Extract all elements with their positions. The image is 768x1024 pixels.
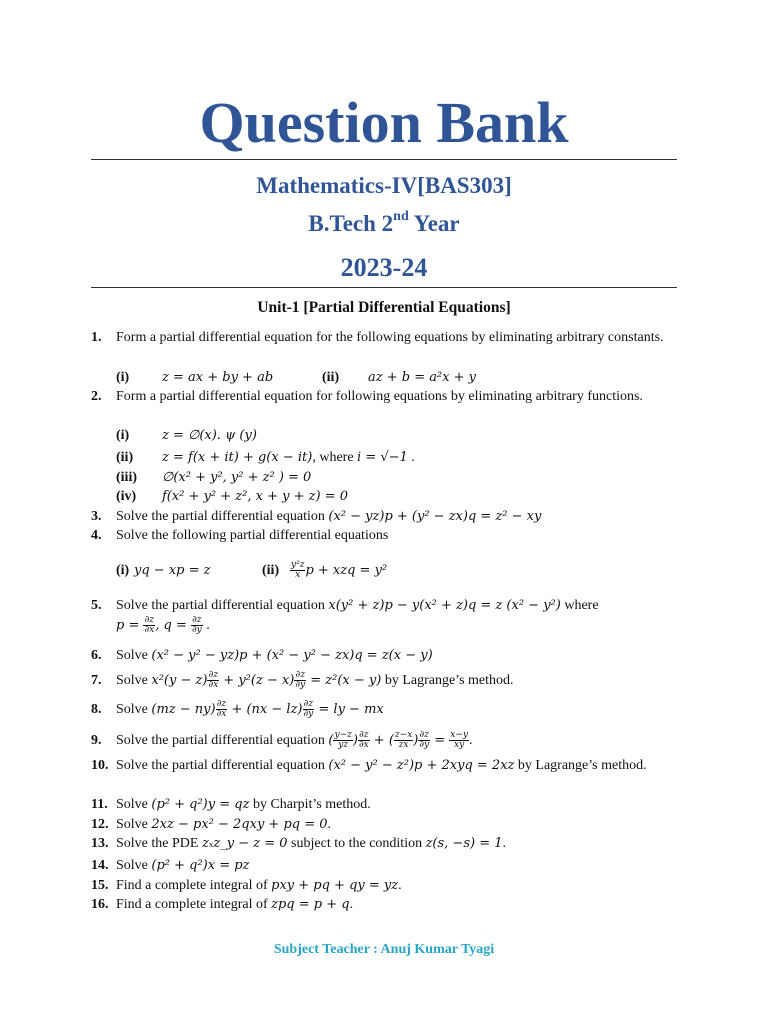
question-text — [116, 646, 677, 666]
question-text-lead: Solve — [116, 858, 152, 873]
question-number: 4. — [91, 528, 102, 543]
question-text-tail: by Lagrange’s method. — [514, 758, 647, 773]
fraction-denominator: ∂y — [303, 709, 314, 720]
fraction-numerator: z−x — [394, 730, 413, 741]
question-math: = ly − mx — [314, 702, 384, 717]
question-number: 5. — [91, 598, 102, 613]
part-label: (ii) — [262, 563, 280, 578]
question-number: 13. — [91, 836, 109, 851]
header-divider — [91, 287, 677, 288]
question-text-lead: Solve the partial differential equation — [116, 733, 329, 748]
question-9 — [91, 731, 677, 751]
question-math: 2xz − px² − 2qxy + pq = 0 — [151, 817, 328, 832]
question-math: (x² − y² − z²)p + 2xyq = 2xz — [328, 758, 515, 773]
question-math: (x² − yz)p + (y² − zx)q = z² − xy — [328, 509, 542, 524]
fraction — [358, 731, 370, 750]
fraction-numerator: ∂z — [144, 614, 155, 625]
subject-teacher: Subject Teacher : Anuj Kumar Tyagi — [273, 942, 495, 957]
question-text-lead: Solve the PDE — [116, 836, 202, 851]
question-math: x(y² + z)p − y(x² + z)q = z (x² − y²) — [328, 598, 561, 613]
question-number: 8. — [91, 702, 102, 717]
fraction — [294, 671, 306, 690]
question-text — [116, 507, 677, 527]
question-2-part-i — [116, 426, 257, 446]
question-math: (p² + q²)x = pz — [151, 858, 250, 873]
question-4-parts — [116, 561, 387, 581]
question-text-tail: . — [202, 617, 210, 633]
question-text — [116, 876, 677, 896]
fraction-numerator: ∂z — [192, 614, 202, 625]
fraction-denominator: x — [295, 570, 301, 581]
part-math: z = f(x + it) + g(x − it) — [162, 450, 313, 465]
question-11 — [91, 795, 677, 815]
fraction — [449, 731, 469, 750]
question-math: (x² − y² − yz)p + (x² − y² − zx)q = z(x − y) — [151, 648, 433, 663]
session-heading: 2023-24 — [340, 253, 428, 282]
fraction — [418, 731, 430, 750]
question-2-part-ii — [116, 448, 415, 468]
question-text: Solve the following partial differential equations — [116, 528, 389, 543]
title-divider — [91, 159, 677, 160]
fraction — [216, 700, 228, 719]
fraction-denominator: yz — [338, 740, 349, 751]
fraction — [303, 700, 315, 719]
question-number: 3. — [91, 509, 102, 524]
question-number: 12. — [91, 817, 109, 832]
unit-heading: Unit-1 [Partial Differential Equations] — [257, 299, 511, 316]
fraction — [290, 561, 305, 580]
part-label: (ii) — [322, 370, 340, 385]
fraction-numerator: y−z — [334, 730, 352, 741]
fraction-denominator: zx — [398, 740, 409, 751]
question-text — [116, 671, 677, 691]
part-math: p + xzq = y² — [305, 563, 388, 578]
part-math: z = ax + by + ab — [162, 370, 274, 385]
fraction-denominator: ∂x — [216, 709, 227, 720]
question-number: 16. — [91, 897, 109, 912]
page-title: Question Bank — [199, 90, 569, 155]
fraction-denominator: xy — [454, 740, 465, 751]
part-label: (i) — [116, 428, 130, 443]
question-number: 15. — [91, 878, 109, 893]
fraction-denominator: ∂x — [144, 624, 155, 635]
question-text — [116, 895, 677, 915]
question-text-tail: . — [327, 817, 332, 832]
question-text: Solve the partial differential equation ( $\frac{y-z}{yz}$ ) $\frac{\partial z}{\partial x}$ + ( $\frac{z-x}{zx}$ ) $\frac{\partial z}{\partial y}$ = $\frac{x-y}{xy}$ . — [116, 730, 473, 751]
question-10 — [91, 756, 677, 776]
question-2-part-iv — [116, 487, 348, 507]
fraction-denominator: ∂x — [208, 680, 219, 691]
question-number: 9. — [91, 733, 102, 748]
fraction-numerator: ∂z — [303, 699, 314, 710]
question-math: zpq = p + q — [271, 897, 350, 912]
part-math: z = ∅(x). ψ (y) — [162, 428, 257, 443]
part-text: , where — [312, 450, 358, 465]
fraction — [333, 731, 352, 750]
question-text — [116, 795, 677, 815]
fraction-numerator: ∂z — [359, 730, 369, 741]
question-number: 6. — [91, 648, 102, 663]
question-text: Form a partial differential equation for the following equations by eliminating arbitrary constants. — [116, 330, 664, 345]
part-math: f(x² + y² + z², x + y + z) = 0 — [162, 489, 348, 504]
question-number: 14. — [91, 858, 109, 873]
part-math: az + b = a²x + y — [368, 370, 477, 385]
fraction — [191, 616, 203, 635]
question-text — [116, 834, 677, 854]
question-math: , q = — [155, 617, 191, 633]
question-math: p = — [116, 617, 144, 633]
question-text — [116, 756, 677, 776]
question-4 — [91, 526, 677, 546]
question-number: 1. — [91, 330, 102, 345]
part-label: (i) — [116, 370, 130, 385]
question-text: Form a partial differential equation for following equations by eliminating arbitrary functions. — [116, 389, 643, 404]
question-text-tail: where — [560, 598, 599, 613]
part-label: (iii) — [116, 470, 137, 485]
question-3 — [91, 507, 677, 527]
question-math: + (nx − lz) — [227, 702, 303, 717]
question-text-tail: by Charpit’s method. — [249, 797, 371, 812]
question-1 — [91, 328, 677, 348]
question-6 — [91, 646, 677, 666]
fraction-numerator: ∂z — [216, 699, 227, 710]
question-15 — [91, 876, 677, 896]
fraction-denominator: ∂y — [295, 680, 306, 691]
question-7 — [91, 671, 677, 691]
question-text-tail: . — [398, 878, 402, 893]
question-text-tail: by Lagrange’s method. — [381, 673, 514, 688]
fraction-denominator: ∂y — [419, 740, 430, 751]
fraction — [143, 616, 155, 635]
question-text-lead: Solve — [116, 797, 152, 812]
question-math: + y²(z − x) — [219, 673, 295, 688]
part-label: (ii) — [116, 450, 134, 465]
question-text — [116, 815, 677, 835]
question-text-tail: . — [502, 836, 506, 851]
question-13 — [91, 834, 677, 854]
year-superscript: nd — [393, 209, 409, 225]
fraction — [394, 731, 413, 750]
fraction — [207, 671, 219, 690]
question-14 — [91, 856, 677, 876]
question-text — [116, 700, 677, 720]
question-text-mid: subject to the condition — [287, 836, 426, 851]
question-2 — [91, 387, 677, 407]
question-text-lead: Solve the partial differential equation — [116, 598, 329, 613]
fraction-denominator: ∂y — [191, 624, 202, 635]
part-math: i = √−1 — [357, 450, 408, 465]
question-1-parts — [116, 368, 476, 388]
question-math: (mz − ny) — [151, 702, 216, 717]
question-text-lead: Solve — [116, 648, 152, 663]
year-heading — [0, 210, 768, 238]
question-math: x²(y − z) — [151, 673, 208, 688]
part-math: yq − xp = z — [134, 563, 211, 578]
part-text: . — [407, 450, 415, 465]
fraction-numerator: y²z — [291, 560, 305, 571]
question-16 — [91, 895, 677, 915]
fraction-denominator: ∂x — [358, 740, 369, 751]
question-math: = z²(x − y) — [306, 673, 382, 688]
question-number: 7. — [91, 673, 102, 688]
year-prefix: B.Tech 2 — [308, 211, 394, 236]
question-text-lead: Solve — [116, 817, 152, 832]
question-text-lead: Solve — [116, 673, 152, 688]
question-math: pxy + pq + qy = yz — [271, 878, 399, 893]
question-text-lead: Find a complete integral of — [116, 897, 272, 912]
question-math: (p² + q²)y = qz — [151, 797, 250, 812]
question-number: 10. — [91, 758, 109, 773]
question-text-tail: . — [349, 897, 354, 912]
question-text — [116, 856, 677, 876]
question-text-lead: Solve — [116, 702, 152, 717]
fraction-numerator: ∂z — [208, 670, 218, 681]
fraction-numerator: ∂z — [295, 670, 305, 681]
fraction-numerator: x−y — [450, 730, 468, 741]
year-suffix: Year — [408, 211, 460, 236]
part-label: (i) — [116, 563, 130, 578]
question-number: 2. — [91, 389, 102, 404]
subject-heading: Mathematics-IV[BAS303] — [256, 173, 512, 198]
question-text-lead: Find a complete integral of — [116, 878, 272, 893]
question-number: 11. — [91, 797, 108, 812]
question-text-lead: Solve the partial differential equation — [116, 509, 329, 524]
question-math: zₓz_y − z = 0 — [201, 836, 288, 851]
question-12 — [91, 815, 677, 835]
question-5 — [91, 596, 677, 635]
question-math: z(s, −s) = 1 — [425, 836, 503, 851]
question-text — [116, 596, 677, 635]
part-label: (iv) — [116, 489, 137, 504]
question-text-lead: Solve the partial differential equation — [116, 758, 329, 773]
part-math: ∅(x² + y², y² + z² ) = 0 — [162, 470, 312, 485]
question-2-part-iii — [116, 468, 311, 488]
question-8 — [91, 700, 677, 720]
fraction-numerator: ∂z — [419, 730, 429, 741]
